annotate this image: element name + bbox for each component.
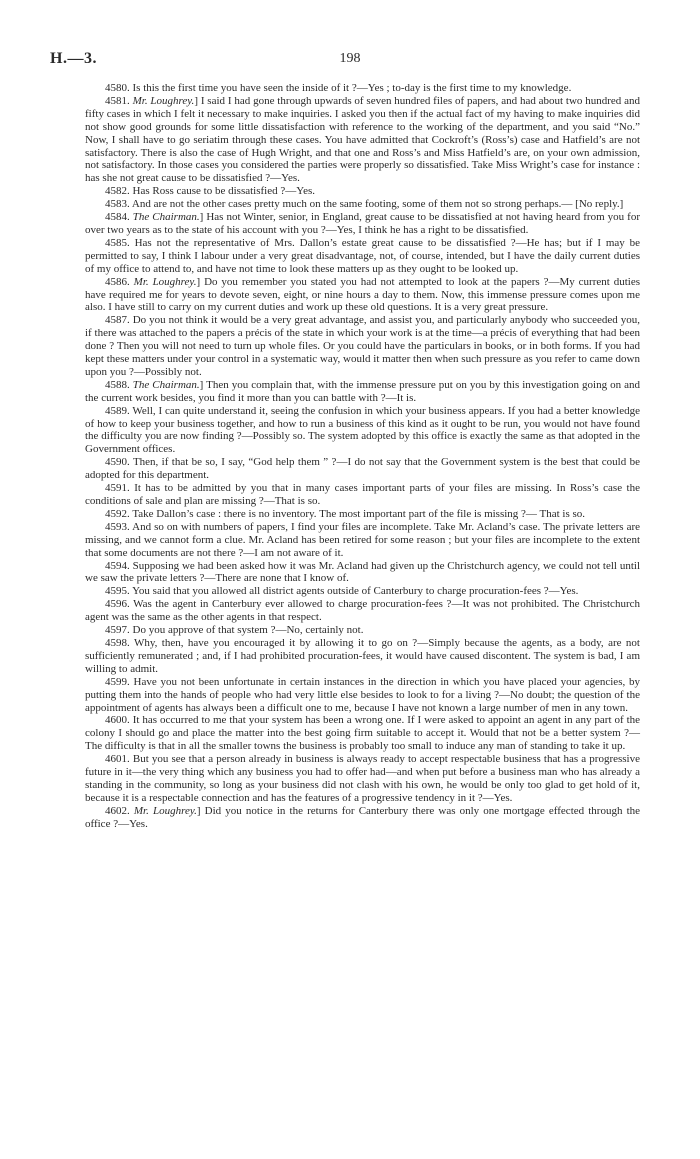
paragraph-text: Do you approve of that system ?—No, certainly not.: [132, 624, 364, 637]
paragraph-number: 4589.: [105, 404, 130, 417]
paragraph-text: It has to be admitted by you that in many cases important parts of your files are missing. In Ross’s case the conditions of sale and plan are missing ?—That is so.: [85, 482, 640, 507]
speaker-label: Mr. Loughrey.: [133, 275, 197, 288]
paragraph: [85, 198, 640, 211]
paragraph: [85, 456, 640, 482]
paragraph-number: 4602.: [105, 804, 130, 817]
paragraph-text: And so on with numbers of papers, I find your files are incomplete. Take Mr. Acland’s case. The private letters are missing, and we cannot form a clue. Mr. Acland has been retired for some reason ; but your files are incomplete to the extent that some documents are not there ?—I am not aware of it.: [85, 520, 640, 559]
page-body: [85, 82, 640, 831]
paragraph-number: 4592.: [105, 507, 130, 520]
paragraph: [85, 753, 640, 805]
paragraph-number: 4597.: [105, 624, 130, 637]
paragraph: [85, 676, 640, 715]
paragraph-number: 4583.: [105, 198, 130, 211]
paragraph-text: Then you complain that, with the immense pressure put on you by this investigation going on and the current work besides, you find it more than you can battle with ?—It is.: [85, 378, 641, 404]
paragraph: [85, 185, 640, 198]
paragraph-number: 4600.: [105, 714, 130, 727]
paragraph-number: 4580.: [105, 82, 130, 94]
paragraph: [85, 314, 640, 379]
paragraph: [85, 82, 640, 95]
paragraph-text: Then, if that be so, I say, “God help them ” ?—I do not say that the Government system is the best that could be adopted for this department.: [85, 456, 640, 482]
paragraph-text: Have you not been unfortunate in certain instances in the direction in which you have placed your agencies, by putting them into the hands of people who had very little else besides to look to for a living ?—No doubt; the question of the appointment of agents has always been a difficult one to me, because I have not known a large number of men in any town.: [85, 675, 641, 714]
paragraph-number: 4599.: [105, 675, 130, 688]
speaker-label: The Chairman.: [132, 378, 200, 391]
speaker-label: The Chairman.: [132, 211, 200, 224]
paragraph: [85, 521, 640, 560]
paragraph-text: You said that you allowed all district agents outside of Canterbury to charge procuration-fees ?—Yes.: [132, 585, 579, 598]
paragraph: [85, 624, 640, 637]
paragraph: [85, 405, 640, 457]
paragraph-number: 4582.: [105, 185, 130, 198]
page-number: 198: [339, 51, 361, 66]
paragraph-text: Has Ross cause to be dissatisfied ?—Yes.: [132, 185, 316, 198]
paragraph-text: Why, then, have you encouraged it by allowing it to go on ?—Simply because the agents, as a body, are not sufficiently remunerated ; and, if I had prohibited procuration-fees, it would have caused discontent. The system is bad, I am willing to admit.: [85, 636, 640, 675]
paragraph: 4584. The Chairman.] Has not Winter, senior, in England, great cause to be dissatisfied at not having heard from you for over two years as to the state of his account with you ?—Yes, I think he has a right to be dissatisfied.: [85, 211, 640, 236]
paragraph: [85, 637, 640, 676]
paragraph-number: 4584.: [105, 211, 130, 224]
paragraph-text: Do you not think it would be a very great advantage, and assist you, and particularly anybody who succeeded you, if there was attached to the papers a précis of the state in which your work is at the time—a précis of everything that had been done ? Then you will not need to turn up whole files. Or you could have the particulars in books, or in both forms. If you had kept these matters under your control in a systematic way, would it matter then when such pressure as you refer to came down upon you ?—Possibly not.: [85, 314, 641, 378]
speaker-label: Mr. Loughrey.: [133, 804, 197, 817]
paragraph-number: 4585.: [105, 236, 130, 249]
paragraph-number: 4587.: [105, 314, 130, 327]
paragraph: 4586. Mr. Loughrey.] Do you remember you stated you had not attempted to look at the papers ?—My current duties have required me for years to devote seven, eight, or nine hours a day to them. Now, this immense pressure comes upon me also. I have still to carry on my current duties and work up these old questions. It is a very great pressure.: [85, 275, 641, 314]
speaker-label: Mr. Loughrey.: [132, 94, 195, 107]
paragraph-number: 4596.: [105, 598, 130, 611]
paragraph-text: I said I had gone through upwards of seven hundred files of papers, and had about two hundred and fifty cases in which I felt it necessary to make inquiries. I asked you then if the actual fact of my having to make inquiries did not show good grounds for some little dissatisfaction with reference to the working of the department, and you said “No.” Now, I shall have to go seriatim through these cases. You have admitted that Cockroft’s (Ross’s) case and Hatfield’s are not satisfactory. There is also the case of Hugh Wright, and that one and Ross’s and Miss Hatfield’s are, on your own admission, not satisfactory. In those cases you considered the parties were properly so dissatisfied. Take Miss Wright’s case for instance : has she not great cause to be dissatisfied ?—Yes.: [85, 94, 641, 185]
paragraph-text: Do you remember you stated you had not attempted to look at the papers ?—My current duties have required me for years to devote seven, eight, or nine hours a day to them. Now, this immense pressure comes upon me also. I have still to carry on my current duties and work up these old questions. It is a very great pressure.: [85, 275, 641, 314]
paragraph: [85, 585, 640, 598]
paragraph-text: Was the agent in Canterbury ever allowed to charge procuration-fees ?—It was not prohibited. The Christchurch agent was the same as the other agents in that respect.: [85, 598, 640, 624]
paragraph: [85, 508, 640, 521]
paragraph-number: 4594.: [105, 559, 130, 572]
paragraph-text: Has not the representative of Mrs. Dallon’s estate great cause to be dissatisfied ?—He has; but if I may be permitted to say, I think I labour under a very great disadvantage, not, of course, intended, but I have the daily current duties of my office to attend to, and have not time to look these matters up as they ought to be looked up.: [85, 236, 641, 275]
paragraph-number: 4593.: [105, 520, 130, 533]
paragraph-text: Supposing we had been asked how it was Mr. Acland had given up the Christchurch agency, we could not tell until we saw the private letters ?—There are none that I know of.: [85, 559, 641, 585]
paragraph-number: 4581.: [105, 94, 130, 107]
paragraph-text: It has occurred to me that your system has been a wrong one. If I were asked to appoint an agent in any part of the colony I should go and place the matter into the best going firm suitable to accept it. Would that not be a better system ?—The difficulty is that in all the smaller towns the business is probably too small to induce any man of standing to take it up.: [85, 714, 641, 753]
paragraph-number: 4590.: [105, 456, 130, 469]
paragraph: 4602. Mr. Loughrey.] Did you notice in the returns for Canterbury there was only one mortgage effected through the office ?—Yes.: [85, 804, 641, 830]
paragraph-text: But you see that a person already in business is always ready to accept respectable business that has a progressive future in it—the very thing which any business you had to offer had—and when put before a business man who has already a standing in the community, so long as your business did not clash with his own, he would be only too glad to get hold of it, because it is a respectable connection and has the features of a progressive tendency in it ?—Yes.: [85, 753, 640, 804]
paragraph: [85, 482, 640, 508]
paragraph: [85, 237, 640, 276]
paragraph-number: 4601.: [105, 753, 130, 766]
series-label: H.—3.: [50, 50, 97, 67]
paragraph-text: Take Dallon’s case : there is no inventory. The most important part of the file is missing ?— That is so.: [132, 507, 586, 520]
paragraph: 4588. The Chairman.] Then you complain that, with the immense pressure put on you by this investigation going on and the current work besides, you find it more than you can battle with ?—It is.: [85, 378, 641, 404]
paragraph-number: 4586.: [105, 275, 130, 288]
paragraph-text: And are not the other cases pretty much on the same footing, some of them not so strong perhaps.— [No reply.]: [131, 198, 624, 211]
paragraph-number: 4588.: [105, 378, 130, 391]
paragraph: [85, 714, 640, 753]
paragraph-text: Has not Winter, senior, in England, great cause to be dissatisfied at not having heard from you for over two years as to the state of his account with you ?—Yes, I think he has a right to be dissatisfied.: [85, 211, 640, 236]
paragraph-number: 4598.: [105, 636, 130, 649]
paragraph-text: Did you notice in the returns for Canterbury there was only one mortgage effected through the office ?—Yes.: [85, 804, 641, 830]
paragraph: 4581. Mr. Loughrey.] I said I had gone through upwards of seven hundred files of papers, and had about two hundred and fifty cases in which I felt it necessary to make inquiries. I asked you then if the actual fact of my having to make inquiries did not show good grounds for some little dissatisfaction with reference to the working of the department, and you said “No.” Now, I shall have to go seriatim through these cases. You have admitted that Cockroft’s (Ross’s) case and Hatfield’s are not satisfactory. There is also the case of Hugh Wright, and that one and Ross’s and Miss Hatfield’s are, on your own admission, not satisfactory. In those cases you considered the parties were properly so dissatisfied. Take Miss Wright’s case for instance : has she not great cause to be dissatisfied ?—Yes.: [85, 94, 641, 185]
paragraph-number: 4595.: [105, 585, 130, 598]
paragraph: [85, 560, 640, 586]
paragraph: [85, 598, 640, 624]
paragraph-text: Well, I can quite understand it, seeing the confusion in which your business appears. If you had a better knowledge of how to keep your business together, and how to run a business of this kind as it ought to be run, you would not have found the difficulty you are now finding ?—Possibly so. The system adopted by this office is exactly the same as that adopted in the Government offices.: [85, 404, 640, 456]
paragraph-number: 4591.: [105, 482, 130, 495]
paragraph-text: Is this the first time you have seen the inside of it ?—Yes ; to-day is the first time to my knowledge.: [132, 82, 572, 94]
